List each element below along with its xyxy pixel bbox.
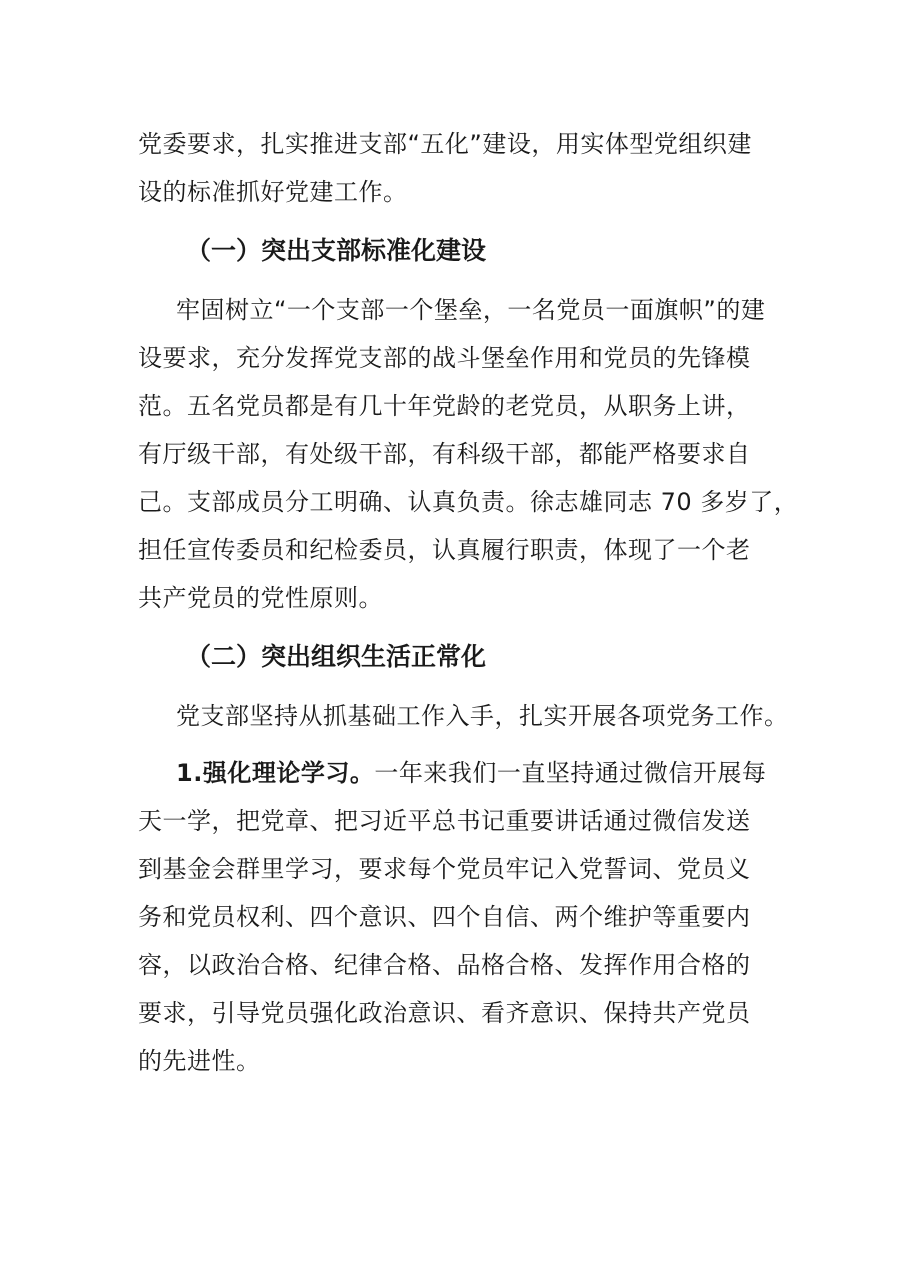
section-1-line-4: 有厅级干部，有处级干部，有科级干部，都能严格要求自 (138, 440, 751, 468)
section-1-line-7: 共产党员的党性原则。 (138, 584, 383, 612)
item-1-line-3: 到基金会群里学习，要求每个党员牢记入党誓词、党员义 (138, 855, 751, 883)
section-2-heading: （二）突出组织生活正常化 (186, 642, 487, 671)
section-1-line-3: 范。五名党员都是有几十年党龄的老党员，从职务上讲， (138, 392, 751, 420)
item-1-lead: 1.强化理论学习。 (176, 759, 375, 787)
section-1-line-1: 牢固树立“一个支部一个堡垒，一名党员一面旗帜”的建 (176, 296, 766, 324)
item-1-first-line (176, 758, 816, 788)
item-1-line-7: 的先进性。 (138, 1047, 261, 1075)
section-1-line-6: 担任宣传委员和纪检委员，认真履行职责，体现了一个老 (138, 536, 751, 564)
section-1-line-5: 己。支部成员分工明确、认真负责。徐志雄同志 70 多岁了， (138, 488, 799, 516)
section-1-heading: （一）突出支部标准化建设 (186, 236, 487, 265)
section-2-intro: 党支部坚持从抓基础工作入手，扎实开展各项党务工作。 (176, 702, 789, 730)
item-1-line-6: 要求，引导党员强化政治意识、看齐意识、保持共产党员 (138, 999, 751, 1027)
section-1-line-2: 设要求，充分发挥党支部的战斗堡垒作用和党员的先锋模 (138, 344, 751, 372)
item-1-line-5: 容，以政治合格、纪律合格、品格合格、发挥作用合格的 (138, 951, 751, 979)
item-1-line-2: 天一学，把党章、把习近平总书记重要讲话通过微信发送 (138, 807, 751, 835)
intro-line-1: 党委要求，扎实推进支部“五化”建设，用实体型党组织建 (138, 130, 752, 158)
item-1-line-4: 务和党员权利、四个意识、四个自信、两个维护等重要内 (138, 903, 751, 931)
item-1-first-rest: 一年来我们一直坚持通过微信开展每 (374, 759, 767, 787)
intro-line-2: 设的标准抓好党建工作。 (138, 178, 408, 206)
